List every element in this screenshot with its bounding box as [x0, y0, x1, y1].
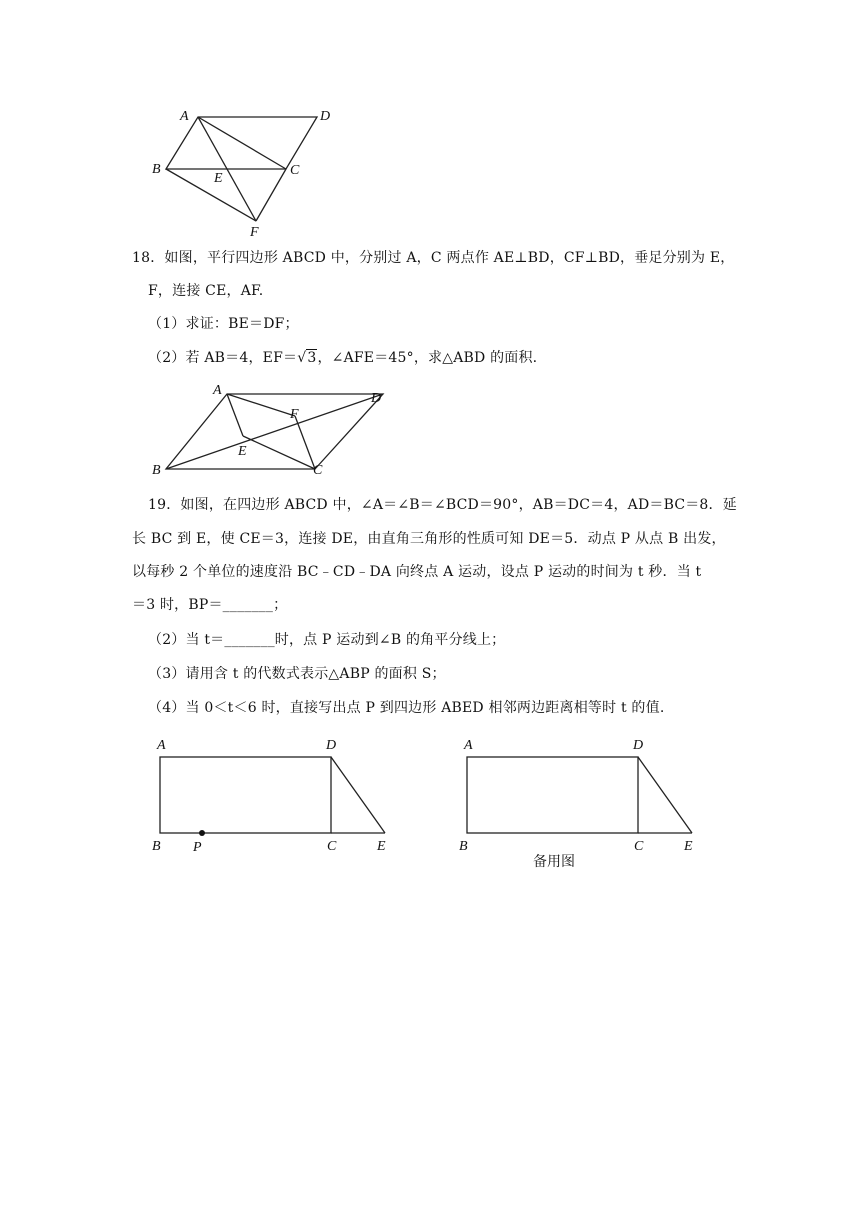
q19-part4: （4）当 0＜t＜6 时，直接写出点 P 到四边形 ABED 相邻两边距离相等时 t 的值.: [148, 700, 665, 716]
sqrt-radicand: 3: [307, 350, 317, 366]
rectangle-abcd: [160, 757, 331, 833]
q18-line2: F，连接 CE，AF.: [148, 283, 264, 299]
q19-line3: 以每秒 2 个单位的速度沿 BC﹣CD﹣DA 向终点 A 运动，设点 P 运动的时间为 t 秒．当 t: [132, 564, 702, 580]
label-c: C: [313, 463, 323, 478]
q19-line4: ＝3 时，BP＝_______；: [132, 597, 288, 613]
q18-part2-prefix: （2）若 AB＝4，EF＝: [148, 350, 298, 366]
point-p: [199, 830, 205, 836]
q19-part3: （3）请用含 t 的代数式表示△ABP 的面积 S；: [148, 666, 446, 682]
label-d: D: [633, 738, 644, 753]
segment-cf: [256, 169, 286, 221]
diagonal-ac: [198, 117, 286, 169]
q18-line1: 18．如图，平行四边形 ABCD 中，分别过 A，C 两点作 AE⊥BD，CF⊥BD，垂足分别为 E，: [132, 250, 735, 266]
figure-q19: [148, 730, 398, 860]
label-b: B: [152, 839, 161, 854]
q19-line1: 19．如图，在四边形 ABCD 中，∠A＝∠B＝∠BCD＝90°，AB＝DC＝4，AD＝BC＝8．延: [148, 497, 737, 513]
label-c: C: [290, 163, 300, 178]
spare-figure-caption: 备用图: [533, 854, 575, 870]
q19-line2: 长 BC 到 E，使 CE＝3，连接 DE，由直角三角形的性质可知 DE＝5．动点 P 从点 B 出发，: [132, 531, 726, 547]
sqrt-sign: √: [297, 350, 307, 366]
rectangle-abcd: [467, 757, 638, 833]
label-e: E: [238, 444, 247, 459]
label-a: A: [180, 109, 189, 124]
label-e: E: [214, 171, 223, 186]
segment-af: [227, 394, 295, 416]
segment-de: [638, 757, 692, 833]
q18-part1: （1）求证：BE＝DF；: [148, 316, 299, 332]
segment-de: [331, 757, 385, 833]
label-a: A: [213, 383, 222, 398]
q19-part2: （2）当 t＝_______时，点 P 运动到∠B 的角平分线上；: [148, 632, 506, 648]
segment-bf: [166, 169, 256, 221]
segment-ae: [227, 394, 243, 436]
figure-q17: [140, 100, 350, 240]
label-d: D: [326, 738, 337, 753]
label-e: E: [684, 839, 693, 854]
diagonal-bd: [166, 394, 383, 469]
label-d: D: [371, 391, 382, 406]
figure-q18: [148, 380, 393, 482]
label-c: C: [634, 839, 644, 854]
q18-part2-suffix: ，∠AFE＝45°，求△ABD 的面积.: [317, 350, 538, 366]
label-a: A: [464, 738, 473, 753]
label-a: A: [157, 738, 166, 753]
label-p: P: [193, 840, 202, 855]
label-e: E: [377, 839, 386, 854]
q18-part2: [148, 348, 537, 368]
label-b: B: [152, 162, 161, 177]
label-b: B: [459, 839, 468, 854]
label-d: D: [320, 109, 331, 124]
figure-q19-spare: [455, 730, 705, 875]
label-b: B: [152, 463, 161, 478]
label-f: F: [290, 407, 299, 422]
label-c: C: [327, 839, 337, 854]
label-f: F: [250, 225, 259, 240]
